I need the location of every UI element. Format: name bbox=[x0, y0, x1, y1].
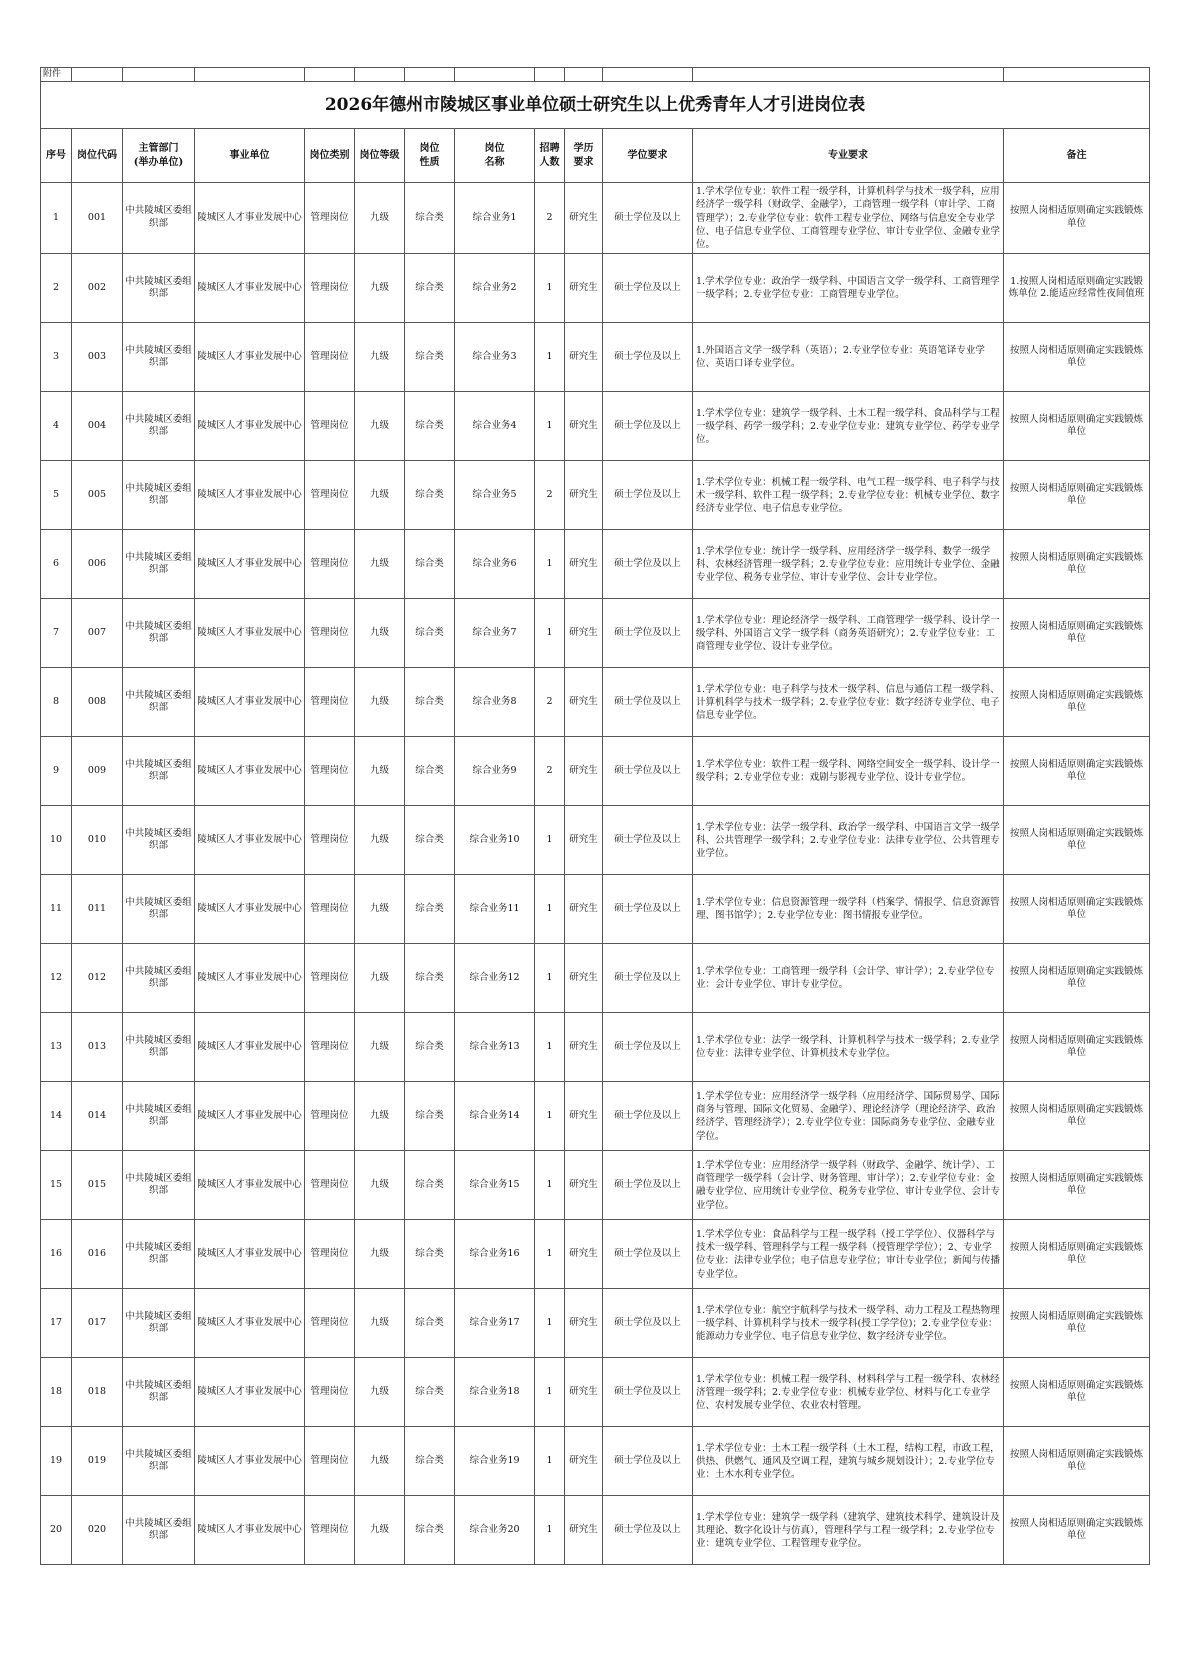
header-degree: 学位要求 bbox=[603, 129, 693, 183]
table-row bbox=[41, 323, 1150, 392]
table-row bbox=[41, 1082, 1150, 1151]
cell-major: 1.学术学位专业：航空宇航科学与技术一级学科、动力工程及工程热物理一级学科、计算机科学与技术一级学科(授工学学位)；2.专业学位专业：能源动力专业学位、电子信息专业学位、数字经济专业学位。 bbox=[693, 1289, 1004, 1358]
cell-major: 1.学术学位专业：电子科学与技术一级学科、信息与通信工程一级学科、计算机科学与技术一级学科；2.专业学位专业：数字经济专业学位、电子信息专业学位。 bbox=[693, 668, 1004, 737]
cell-dept: 中共陵城区委组织部 bbox=[123, 461, 195, 530]
cell-note: 按照人岗相适原则确定实践锻炼单位 bbox=[1004, 392, 1150, 461]
cell-position-name: 综合业务14 bbox=[455, 1082, 535, 1151]
cell-seq: 9 bbox=[41, 737, 72, 806]
cell-code: 011 bbox=[72, 875, 123, 944]
cell-code: 016 bbox=[72, 1220, 123, 1289]
cell-code: 012 bbox=[72, 944, 123, 1013]
cell-unit: 陵城区人才事业发展中心 bbox=[195, 183, 305, 254]
cell-unit: 陵城区人才事业发展中心 bbox=[195, 1220, 305, 1289]
cell-grade: 九级 bbox=[355, 1496, 405, 1565]
cell-edu: 研究生 bbox=[565, 183, 603, 254]
job-positions-table bbox=[40, 67, 1150, 1565]
cell-seq: 6 bbox=[41, 530, 72, 599]
cell-nature: 综合类 bbox=[405, 392, 455, 461]
cell-count: 1 bbox=[535, 1289, 565, 1358]
header-row bbox=[41, 129, 1150, 183]
cell-unit: 陵城区人才事业发展中心 bbox=[195, 254, 305, 323]
cell-nature: 综合类 bbox=[405, 668, 455, 737]
cell-nature: 综合类 bbox=[405, 1013, 455, 1082]
cell-code: 001 bbox=[72, 183, 123, 254]
cell-edu: 研究生 bbox=[565, 1427, 603, 1496]
attachment-label: 附件 bbox=[41, 68, 72, 82]
cell-dept: 中共陵城区委组织部 bbox=[123, 1496, 195, 1565]
cell-category: 管理岗位 bbox=[305, 183, 355, 254]
cell-seq: 7 bbox=[41, 599, 72, 668]
cell-grade: 九级 bbox=[355, 392, 405, 461]
cell-unit: 陵城区人才事业发展中心 bbox=[195, 461, 305, 530]
cell-position-name: 综合业务16 bbox=[455, 1220, 535, 1289]
cell-note: 按照人岗相适原则确定实践锻炼单位 bbox=[1004, 875, 1150, 944]
cell-category: 管理岗位 bbox=[305, 1496, 355, 1565]
table-row bbox=[41, 392, 1150, 461]
cell-count: 1 bbox=[535, 254, 565, 323]
cell-grade: 九级 bbox=[355, 599, 405, 668]
cell-nature: 综合类 bbox=[405, 944, 455, 1013]
cell-grade: 九级 bbox=[355, 875, 405, 944]
cell-unit: 陵城区人才事业发展中心 bbox=[195, 1082, 305, 1151]
cell-code: 018 bbox=[72, 1358, 123, 1427]
table-row bbox=[41, 944, 1150, 1013]
header-edu: 学历 要求 bbox=[565, 129, 603, 183]
header-major: 专业要求 bbox=[693, 129, 1004, 183]
cell-edu: 研究生 bbox=[565, 530, 603, 599]
cell-nature: 综合类 bbox=[405, 461, 455, 530]
cell-dept: 中共陵城区委组织部 bbox=[123, 668, 195, 737]
cell-seq: 18 bbox=[41, 1358, 72, 1427]
cell-category: 管理岗位 bbox=[305, 1151, 355, 1220]
cell-major: 1.学术学位专业：政治学一级学科、中国语言文学一级学科、工商管理学一级学科；2.专业学位专业：工商管理专业学位。 bbox=[693, 254, 1004, 323]
cell-degree: 硕士学位及以上 bbox=[603, 806, 693, 875]
cell-note: 按照人岗相适原则确定实践锻炼单位 bbox=[1004, 1289, 1150, 1358]
cell-dept: 中共陵城区委组织部 bbox=[123, 530, 195, 599]
cell-edu: 研究生 bbox=[565, 1220, 603, 1289]
cell-seq: 12 bbox=[41, 944, 72, 1013]
cell-major: 1.学术学位专业：机械工程一级学科、材料科学与工程一级学科、农林经济管理一级学科；2.专业学位专业：机械专业学位、材料与化工专业学位、农村发展专业学位、农业农村管理。 bbox=[693, 1358, 1004, 1427]
cell-dept: 中共陵城区委组织部 bbox=[123, 392, 195, 461]
cell-unit: 陵城区人才事业发展中心 bbox=[195, 1013, 305, 1082]
cell-degree: 硕士学位及以上 bbox=[603, 1496, 693, 1565]
cell-major: 1.学术学位专业：法学一级学科、政治学一级学科、中国语言文学一级学科、公共管理学一级学科；2.专业学位专业：法律专业学位、公共管理专业学位。 bbox=[693, 806, 1004, 875]
cell-edu: 研究生 bbox=[565, 1082, 603, 1151]
cell-degree: 硕士学位及以上 bbox=[603, 944, 693, 1013]
header-name: 岗位 名称 bbox=[455, 129, 535, 183]
cell-position-name: 综合业务12 bbox=[455, 944, 535, 1013]
cell-dept: 中共陵城区委组织部 bbox=[123, 323, 195, 392]
header-category: 岗位类别 bbox=[305, 129, 355, 183]
cell-note: 按照人岗相适原则确定实践锻炼单位 bbox=[1004, 1358, 1150, 1427]
cell-position-name: 综合业务18 bbox=[455, 1358, 535, 1427]
cell-code: 007 bbox=[72, 599, 123, 668]
cell-note: 按照人岗相适原则确定实践锻炼单位 bbox=[1004, 1151, 1150, 1220]
cell-count: 1 bbox=[535, 875, 565, 944]
table-row bbox=[41, 254, 1150, 323]
cell-count: 1 bbox=[535, 806, 565, 875]
cell-count: 1 bbox=[535, 392, 565, 461]
cell-dept: 中共陵城区委组织部 bbox=[123, 599, 195, 668]
cell-dept: 中共陵城区委组织部 bbox=[123, 1082, 195, 1151]
cell-dept: 中共陵城区委组织部 bbox=[123, 1151, 195, 1220]
cell-code: 006 bbox=[72, 530, 123, 599]
cell-dept: 中共陵城区委组织部 bbox=[123, 1289, 195, 1358]
cell-position-name: 综合业务9 bbox=[455, 737, 535, 806]
cell-degree: 硕士学位及以上 bbox=[603, 599, 693, 668]
table-row bbox=[41, 183, 1150, 254]
cell-degree: 硕士学位及以上 bbox=[603, 392, 693, 461]
cell-category: 管理岗位 bbox=[305, 1082, 355, 1151]
cell-seq: 19 bbox=[41, 1427, 72, 1496]
cell-nature: 综合类 bbox=[405, 1496, 455, 1565]
cell-dept: 中共陵城区委组织部 bbox=[123, 806, 195, 875]
cell-code: 003 bbox=[72, 323, 123, 392]
cell-unit: 陵城区人才事业发展中心 bbox=[195, 944, 305, 1013]
cell-count: 2 bbox=[535, 183, 565, 254]
cell-edu: 研究生 bbox=[565, 461, 603, 530]
cell-position-name: 综合业务10 bbox=[455, 806, 535, 875]
cell-degree: 硕士学位及以上 bbox=[603, 875, 693, 944]
cell-grade: 九级 bbox=[355, 1013, 405, 1082]
cell-category: 管理岗位 bbox=[305, 875, 355, 944]
cell-unit: 陵城区人才事业发展中心 bbox=[195, 1151, 305, 1220]
cell-code: 010 bbox=[72, 806, 123, 875]
table-row bbox=[41, 1427, 1150, 1496]
cell-dept: 中共陵城区委组织部 bbox=[123, 1013, 195, 1082]
cell-position-name: 综合业务6 bbox=[455, 530, 535, 599]
cell-major: 1.学术学位专业：工商管理一级学科（会计学、审计学）；2.专业学位专业：会计专业学位、审计专业学位。 bbox=[693, 944, 1004, 1013]
cell-major: 1.学术学位专业：软件工程一级学科，计算机科学与技术一级学科，应用经济学一级学科（财政学、金融学），工商管理一级学科（审计学、工商管理学）；2.专业学位专业：软件工程专业学位、网络与信息安全专业学位、电子信息专业学位、工商管理专业学位、审计专业学位、金融专业学位。 bbox=[693, 183, 1004, 254]
cell-seq: 1 bbox=[41, 183, 72, 254]
cell-seq: 8 bbox=[41, 668, 72, 737]
table-row bbox=[41, 1358, 1150, 1427]
cell-code: 002 bbox=[72, 254, 123, 323]
cell-seq: 11 bbox=[41, 875, 72, 944]
cell-count: 2 bbox=[535, 461, 565, 530]
cell-category: 管理岗位 bbox=[305, 392, 355, 461]
cell-degree: 硕士学位及以上 bbox=[603, 1358, 693, 1427]
cell-edu: 研究生 bbox=[565, 875, 603, 944]
cell-edu: 研究生 bbox=[565, 1289, 603, 1358]
cell-category: 管理岗位 bbox=[305, 530, 355, 599]
cell-major: 1.学术学位专业：应用经济学一级学科（财政学、金融学、统计学）、工商管理学一级学科（会计学、财务管理、审计学）；2.专业学位专业：金融专业学位、应用统计专业学位、税务专业学位、审计专业学位、会计专业学位。 bbox=[693, 1151, 1004, 1220]
cell-dept: 中共陵城区委组织部 bbox=[123, 1427, 195, 1496]
cell-count: 1 bbox=[535, 1220, 565, 1289]
cell-grade: 九级 bbox=[355, 1289, 405, 1358]
cell-major: 1.学术学位专业：法学一级学科、计算机科学与技术一级学科；2.专业学位专业：法律专业学位、计算机技术专业学位。 bbox=[693, 1013, 1004, 1082]
cell-dept: 中共陵城区委组织部 bbox=[123, 254, 195, 323]
cell-grade: 九级 bbox=[355, 183, 405, 254]
cell-edu: 研究生 bbox=[565, 1013, 603, 1082]
cell-note: 按照人岗相适原则确定实践锻炼单位 bbox=[1004, 530, 1150, 599]
cell-degree: 硕士学位及以上 bbox=[603, 1289, 693, 1358]
cell-edu: 研究生 bbox=[565, 1358, 603, 1427]
cell-nature: 综合类 bbox=[405, 737, 455, 806]
cell-unit: 陵城区人才事业发展中心 bbox=[195, 668, 305, 737]
header-count: 招聘 人数 bbox=[535, 129, 565, 183]
table-row bbox=[41, 737, 1150, 806]
cell-code: 009 bbox=[72, 737, 123, 806]
cell-grade: 九级 bbox=[355, 1082, 405, 1151]
cell-unit: 陵城区人才事业发展中心 bbox=[195, 1358, 305, 1427]
cell-unit: 陵城区人才事业发展中心 bbox=[195, 806, 305, 875]
cell-unit: 陵城区人才事业发展中心 bbox=[195, 530, 305, 599]
cell-code: 005 bbox=[72, 461, 123, 530]
cell-degree: 硕士学位及以上 bbox=[603, 1151, 693, 1220]
cell-code: 017 bbox=[72, 1289, 123, 1358]
cell-major: 1.学术学位专业：食品科学与工程一级学科（授工学学位）、仪器科学与技术一级学科、管理科学与工程一级学科（授管理学学位）；2、专业学位专业：法律专业学位；电子信息专业学位；审计专业学位；新闻与传播专业学位。 bbox=[693, 1220, 1004, 1289]
table-row bbox=[41, 1151, 1150, 1220]
cell-seq: 5 bbox=[41, 461, 72, 530]
cell-seq: 16 bbox=[41, 1220, 72, 1289]
cell-major: 1.学术学位专业：机械工程一级学科、电气工程一级学科、电子科学与技术一级学科、软件工程一级学科；2.专业学位专业：机械专业学位、数字经济专业学位、电子信息专业学位。 bbox=[693, 461, 1004, 530]
cell-nature: 综合类 bbox=[405, 875, 455, 944]
cell-major: 1.学术学位专业：统计学一级学科、应用经济学一级学科、数学一级学科、农林经济管理一级学科；2.专业学位专业：应用统计专业学位、金融专业学位、税务专业学位、审计专业学位、会计专业学位。 bbox=[693, 530, 1004, 599]
cell-category: 管理岗位 bbox=[305, 461, 355, 530]
cell-seq: 20 bbox=[41, 1496, 72, 1565]
cell-note: 按照人岗相适原则确定实践锻炼单位 bbox=[1004, 737, 1150, 806]
header-seq: 序号 bbox=[41, 129, 72, 183]
cell-unit: 陵城区人才事业发展中心 bbox=[195, 392, 305, 461]
table-row bbox=[41, 806, 1150, 875]
cell-degree: 硕士学位及以上 bbox=[603, 461, 693, 530]
cell-count: 2 bbox=[535, 737, 565, 806]
table-row bbox=[41, 530, 1150, 599]
cell-note: 按照人岗相适原则确定实践锻炼单位 bbox=[1004, 944, 1150, 1013]
cell-major: 1.外国语言文学一级学科（英语）；2.专业学位专业：英语笔译专业学位、英语口译专业学位。 bbox=[693, 323, 1004, 392]
cell-count: 1 bbox=[535, 1013, 565, 1082]
cell-count: 1 bbox=[535, 323, 565, 392]
cell-position-name: 综合业务15 bbox=[455, 1151, 535, 1220]
cell-note: 按照人岗相适原则确定实践锻炼单位 bbox=[1004, 1496, 1150, 1565]
cell-dept: 中共陵城区委组织部 bbox=[123, 1220, 195, 1289]
cell-code: 015 bbox=[72, 1151, 123, 1220]
cell-unit: 陵城区人才事业发展中心 bbox=[195, 323, 305, 392]
cell-code: 013 bbox=[72, 1013, 123, 1082]
cell-major: 1.学术学位专业：信息资源管理一级学科（档案学、情报学、信息资源管理、图书馆学）；2.专业学位专业：图书情报专业学位。 bbox=[693, 875, 1004, 944]
cell-nature: 综合类 bbox=[405, 1082, 455, 1151]
cell-edu: 研究生 bbox=[565, 668, 603, 737]
cell-dept: 中共陵城区委组织部 bbox=[123, 1358, 195, 1427]
table-row bbox=[41, 668, 1150, 737]
cell-note: 按照人岗相适原则确定实践锻炼单位 bbox=[1004, 599, 1150, 668]
cell-grade: 九级 bbox=[355, 461, 405, 530]
cell-position-name: 综合业务8 bbox=[455, 668, 535, 737]
table-row bbox=[41, 1220, 1150, 1289]
cell-edu: 研究生 bbox=[565, 944, 603, 1013]
cell-grade: 九级 bbox=[355, 1427, 405, 1496]
cell-count: 1 bbox=[535, 1427, 565, 1496]
cell-edu: 研究生 bbox=[565, 806, 603, 875]
header-note: 备注 bbox=[1004, 129, 1150, 183]
cell-code: 019 bbox=[72, 1427, 123, 1496]
cell-grade: 九级 bbox=[355, 323, 405, 392]
cell-grade: 九级 bbox=[355, 806, 405, 875]
cell-degree: 硕士学位及以上 bbox=[603, 1013, 693, 1082]
cell-category: 管理岗位 bbox=[305, 323, 355, 392]
cell-code: 014 bbox=[72, 1082, 123, 1151]
cell-edu: 研究生 bbox=[565, 1151, 603, 1220]
cell-note: 按照人岗相适原则确定实践锻炼单位 bbox=[1004, 323, 1150, 392]
cell-major: 1.学术学位专业：土木工程一级学科（土木工程，结构工程，市政工程，供热、供燃气、通风及空调工程，建筑与城乡规划设计）；2.专业学位专业：土木水利专业学位。 bbox=[693, 1427, 1004, 1496]
header-unit: 事业单位 bbox=[195, 129, 305, 183]
cell-note: 按照人岗相适原则确定实践锻炼单位 bbox=[1004, 806, 1150, 875]
cell-degree: 硕士学位及以上 bbox=[603, 254, 693, 323]
cell-category: 管理岗位 bbox=[305, 254, 355, 323]
cell-category: 管理岗位 bbox=[305, 1427, 355, 1496]
cell-major: 1.学术学位专业：软件工程一级学科、网络空间安全一级学科、设计学一级学科；2.专业学位专业：戏剧与影视专业学位、设计专业学位。 bbox=[693, 737, 1004, 806]
cell-degree: 硕士学位及以上 bbox=[603, 668, 693, 737]
cell-note: 按照人岗相适原则确定实践锻炼单位 bbox=[1004, 1082, 1150, 1151]
cell-major: 1.学术学位专业：建筑学一级学科、土木工程一级学科、食品科学与工程一级学科、药学一级学科；2.专业学位专业：建筑专业学位、药学专业学位。 bbox=[693, 392, 1004, 461]
cell-nature: 综合类 bbox=[405, 806, 455, 875]
cell-nature: 综合类 bbox=[405, 530, 455, 599]
cell-nature: 综合类 bbox=[405, 183, 455, 254]
cell-major: 1.学术学位专业：建筑学一级学科（建筑学、建筑技术科学、建筑设计及其理论、数字化设计与仿真），管理科学与工程一级学科；2.专业学位专业：建筑专业学位、工程管理专业学位。 bbox=[693, 1496, 1004, 1565]
table-row bbox=[41, 1289, 1150, 1358]
cell-grade: 九级 bbox=[355, 1151, 405, 1220]
cell-position-name: 综合业务20 bbox=[455, 1496, 535, 1565]
title-row bbox=[41, 82, 1150, 129]
cell-nature: 综合类 bbox=[405, 1358, 455, 1427]
cell-grade: 九级 bbox=[355, 944, 405, 1013]
cell-grade: 九级 bbox=[355, 737, 405, 806]
cell-unit: 陵城区人才事业发展中心 bbox=[195, 1289, 305, 1358]
cell-nature: 综合类 bbox=[405, 1220, 455, 1289]
cell-nature: 综合类 bbox=[405, 1427, 455, 1496]
cell-grade: 九级 bbox=[355, 668, 405, 737]
header-nature: 岗位 性质 bbox=[405, 129, 455, 183]
cell-edu: 研究生 bbox=[565, 254, 603, 323]
table-row bbox=[41, 1013, 1150, 1082]
cell-position-name: 综合业务2 bbox=[455, 254, 535, 323]
cell-category: 管理岗位 bbox=[305, 1289, 355, 1358]
cell-category: 管理岗位 bbox=[305, 944, 355, 1013]
cell-dept: 中共陵城区委组织部 bbox=[123, 944, 195, 1013]
cell-note: 1.按照人岗相适原则确定实践锻炼单位 2.能适应经常性夜间值班 bbox=[1004, 254, 1150, 323]
cell-position-name: 综合业务13 bbox=[455, 1013, 535, 1082]
cell-grade: 九级 bbox=[355, 254, 405, 323]
cell-degree: 硕士学位及以上 bbox=[603, 1220, 693, 1289]
cell-code: 008 bbox=[72, 668, 123, 737]
cell-nature: 综合类 bbox=[405, 1151, 455, 1220]
table-row bbox=[41, 599, 1150, 668]
cell-grade: 九级 bbox=[355, 530, 405, 599]
cell-category: 管理岗位 bbox=[305, 1220, 355, 1289]
table-row bbox=[41, 875, 1150, 944]
cell-category: 管理岗位 bbox=[305, 806, 355, 875]
cell-note: 按照人岗相适原则确定实践锻炼单位 bbox=[1004, 1427, 1150, 1496]
cell-position-name: 综合业务5 bbox=[455, 461, 535, 530]
cell-dept: 中共陵城区委组织部 bbox=[123, 737, 195, 806]
cell-degree: 硕士学位及以上 bbox=[603, 1427, 693, 1496]
cell-degree: 硕士学位及以上 bbox=[603, 1082, 693, 1151]
cell-note: 按照人岗相适原则确定实践锻炼单位 bbox=[1004, 1013, 1150, 1082]
cell-major: 1.学术学位专业：应用经济学一级学科（应用经济学、国际贸易学、国际商务与管理、国际文化贸易、金融学）、理论经济学（理论经济学、政治经济学、管理经济学）；2.专业学位专业：国际商务专业学位、金融专业学位。 bbox=[693, 1082, 1004, 1151]
cell-major: 1.学术学位专业：理论经济学一级学科、工商管理学一级学科、设计学一级学科、外国语言文学一级学科（商务英语研究）；2.专业学位专业：工商管理专业学位、设计专业学位。 bbox=[693, 599, 1004, 668]
cell-seq: 2 bbox=[41, 254, 72, 323]
cell-note: 按照人岗相适原则确定实践锻炼单位 bbox=[1004, 461, 1150, 530]
cell-seq: 13 bbox=[41, 1013, 72, 1082]
cell-note: 按照人岗相适原则确定实践锻炼单位 bbox=[1004, 183, 1150, 254]
cell-seq: 14 bbox=[41, 1082, 72, 1151]
cell-grade: 九级 bbox=[355, 1358, 405, 1427]
cell-nature: 综合类 bbox=[405, 599, 455, 668]
cell-unit: 陵城区人才事业发展中心 bbox=[195, 599, 305, 668]
cell-unit: 陵城区人才事业发展中心 bbox=[195, 1496, 305, 1565]
cell-dept: 中共陵城区委组织部 bbox=[123, 875, 195, 944]
cell-seq: 15 bbox=[41, 1151, 72, 1220]
cell-nature: 综合类 bbox=[405, 323, 455, 392]
cell-edu: 研究生 bbox=[565, 392, 603, 461]
cell-code: 020 bbox=[72, 1496, 123, 1565]
cell-edu: 研究生 bbox=[565, 1496, 603, 1565]
cell-position-name: 综合业务4 bbox=[455, 392, 535, 461]
cell-seq: 10 bbox=[41, 806, 72, 875]
cell-category: 管理岗位 bbox=[305, 668, 355, 737]
cell-note: 按照人岗相适原则确定实践锻炼单位 bbox=[1004, 668, 1150, 737]
cell-grade: 九级 bbox=[355, 1220, 405, 1289]
cell-unit: 陵城区人才事业发展中心 bbox=[195, 875, 305, 944]
cell-dept: 中共陵城区委组织部 bbox=[123, 183, 195, 254]
cell-count: 1 bbox=[535, 1151, 565, 1220]
cell-code: 004 bbox=[72, 392, 123, 461]
cell-count: 1 bbox=[535, 1358, 565, 1427]
cell-category: 管理岗位 bbox=[305, 599, 355, 668]
cell-count: 1 bbox=[535, 944, 565, 1013]
cell-degree: 硕士学位及以上 bbox=[603, 323, 693, 392]
cell-count: 1 bbox=[535, 599, 565, 668]
cell-position-name: 综合业务11 bbox=[455, 875, 535, 944]
cell-seq: 3 bbox=[41, 323, 72, 392]
table-row bbox=[41, 1496, 1150, 1565]
cell-edu: 研究生 bbox=[565, 323, 603, 392]
cell-unit: 陵城区人才事业发展中心 bbox=[195, 1427, 305, 1496]
cell-degree: 硕士学位及以上 bbox=[603, 183, 693, 254]
cell-nature: 综合类 bbox=[405, 1289, 455, 1358]
cell-seq: 4 bbox=[41, 392, 72, 461]
cell-position-name: 综合业务19 bbox=[455, 1427, 535, 1496]
cell-nature: 综合类 bbox=[405, 254, 455, 323]
page-title: 2026年德州市陵城区事业单位硕士研究生以上优秀青年人才引进岗位表 bbox=[41, 82, 1150, 129]
header-code: 岗位代码 bbox=[72, 129, 123, 183]
cell-degree: 硕士学位及以上 bbox=[603, 737, 693, 806]
cell-note: 按照人岗相适原则确定实践锻炼单位 bbox=[1004, 1220, 1150, 1289]
cell-unit: 陵城区人才事业发展中心 bbox=[195, 737, 305, 806]
cell-count: 1 bbox=[535, 530, 565, 599]
attachment-row bbox=[41, 68, 1150, 82]
cell-position-name: 综合业务7 bbox=[455, 599, 535, 668]
cell-position-name: 综合业务1 bbox=[455, 183, 535, 254]
cell-count: 2 bbox=[535, 668, 565, 737]
cell-category: 管理岗位 bbox=[305, 1013, 355, 1082]
cell-degree: 硕士学位及以上 bbox=[603, 530, 693, 599]
cell-position-name: 综合业务3 bbox=[455, 323, 535, 392]
cell-category: 管理岗位 bbox=[305, 1358, 355, 1427]
cell-edu: 研究生 bbox=[565, 737, 603, 806]
cell-count: 1 bbox=[535, 1496, 565, 1565]
cell-seq: 17 bbox=[41, 1289, 72, 1358]
cell-count: 1 bbox=[535, 1082, 565, 1151]
cell-edu: 研究生 bbox=[565, 599, 603, 668]
cell-position-name: 综合业务17 bbox=[455, 1289, 535, 1358]
header-dept: 主管部门 (举办单位) bbox=[123, 129, 195, 183]
cell-category: 管理岗位 bbox=[305, 737, 355, 806]
table-row bbox=[41, 461, 1150, 530]
header-grade: 岗位等级 bbox=[355, 129, 405, 183]
